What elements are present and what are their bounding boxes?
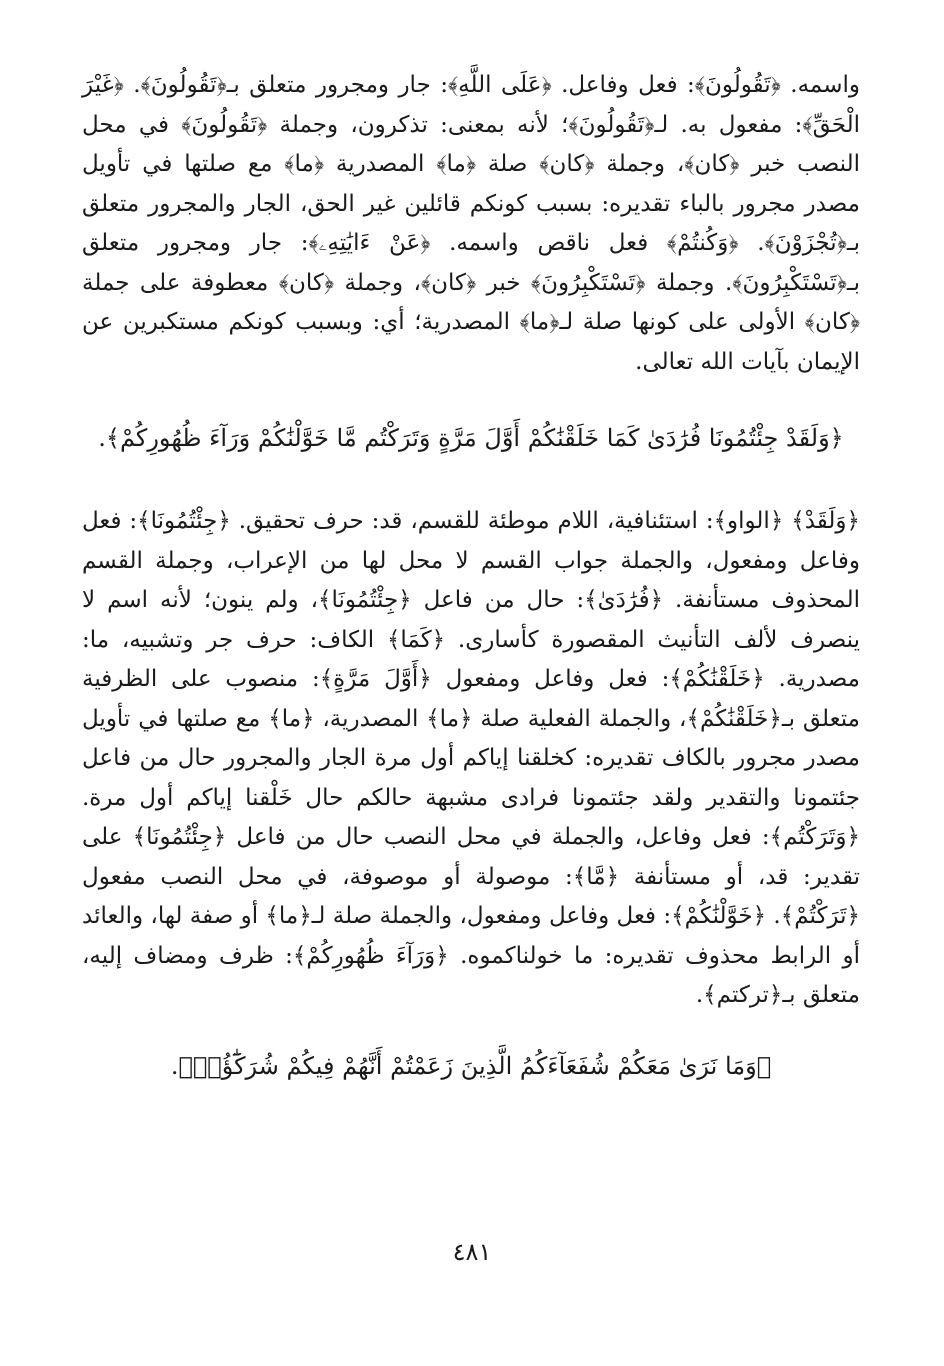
paragraph-1: واسمه. ﴿تَقُولُونَ﴾: فعل وفاعل. ﴿عَلَى اللَّهِ﴾: جار ومجرور متعلق بـ﴿تَقُولُونَ﴾. ﴿غَيْرَ الْحَقِّ﴾: مفعول به. لـ﴿تَقُولُونَ﴾؛ لأنه بمعنى: تذكرون، وجملة ﴿تَقُولُونَ﴾ في محل النصب خبر ﴿كان﴾، وجملة ﴿كان﴾ صلة ﴿ما﴾ المصدرية ﴿ما﴾ مع صلتها في تأويل مصدر مجرور بالباء تقديره: بسبب كونكم قائلين غير الحق، الجار والمجرور متعلق بـ﴿تُجْزَوْنَ﴾. ﴿وَكُنتُمْ﴾ فعل ناقص واسمه. ﴿عَنْ ءَايَٰتِهِۦ﴾: جار ومجرور متعلق بـ﴿تَسْتَكْبِرُونَ﴾. وجملة ﴿تَسْتَكْبِرُونَ﴾ خبر ﴿كان﴾، وجملة ﴿كان﴾ معطوفة على جملة ﴿كان﴾ الأولى على كونها صلة لـ﴿ما﴾ المصدرية؛ أي: وبسبب كونكم مستكبرين عن الإيمان بآيات الله تعالى. [82,72,860,375]
quran-verse-2: ﴿وَمَا نَرَىٰ مَعَكُمْ شُفَعَآءَكُمُ الَّذِينَ زَعَمْتُمْ أَنَّهُمْ فِيكُمْ شُرَكَٰٓؤُا۟﴾. [170,1051,772,1080]
page-number: ٤٨١ [452,1238,492,1266]
paragraph-2: ﴿وَلَقَدْ﴾ ﴿الواو﴾: استئنافية، اللام موطئة للقسم، قد: حرف تحقيق. ﴿جِئْتُمُونَا﴾: فعل وفاعل ومفعول، والجملة جواب القسم لا محل لها من الإعراب، وجملة القسم المحذوف مستأنفة. ﴿فُرَٰدَىٰ﴾: حال من فاعل ﴿جِئْتُمُونَا﴾، ولم ينون؛ لأنه اسم لا ينصرف لألف التأنيث المقصورة كأسارى. ﴿كَمَا﴾ الكاف: حرف جر وتشبيه، ما: مصدرية. ﴿خَلَقْنَٰكُمْ﴾: فعل وفاعل ومفعول ﴿أَوَّلَ مَرَّةٍ﴾: منصوب على الظرفية متعلق بـ﴿خَلَقْنَٰكُمْ﴾، والجملة الفعلية صلة ﴿ما﴾ المصدرية، ﴿ما﴾ مع صلتها في تأويل مصدر مجرور بالكاف تقديره: كخلقنا إياكم أول مرة الجار والمجرور حال من فاعل جئتمونا والتقدير ولقد جئتمونا فرادى مشبهة حالكم حال خَلْقنا إياكم أول مرة. ﴿وَتَرَكْتُم﴾: فعل وفاعل، والجملة في محل النصب حال من فاعل ﴿جِئْتُمُونَا﴾ على تقدير: قد، أو مستأنفة ﴿مَّا﴾: موصولة أو موصوفة، في محل النصب مفعول ﴿تَرَكْتُمْ﴾. ﴿خَوَّلْنَٰكُمْ﴾: فعل وفاعل ومفعول، والجملة صلة لـ﴿ما﴾ أو صفة لها، والعائد أو الرابط محذوف تقديره: ما خولناكموه. ﴿وَرَآءَ ظُهُورِكُمْ﴾: ظرف ومضاف إليه، متعلق بـ﴿تركتم﴾. [82,508,860,1008]
page-body [82,66,860,1086]
quran-verse-1: ﴿وَلَقَدْ جِئْتُمُونَا فُرَٰدَىٰ كَمَا خَلَقْنَٰكُمْ أَوَّلَ مَرَّةٍ وَتَرَكْتُم مَّا خَوَّلْنَٰكُمْ وَرَآءَ ظُهُورِكُمْ﴾. [98,424,844,452]
